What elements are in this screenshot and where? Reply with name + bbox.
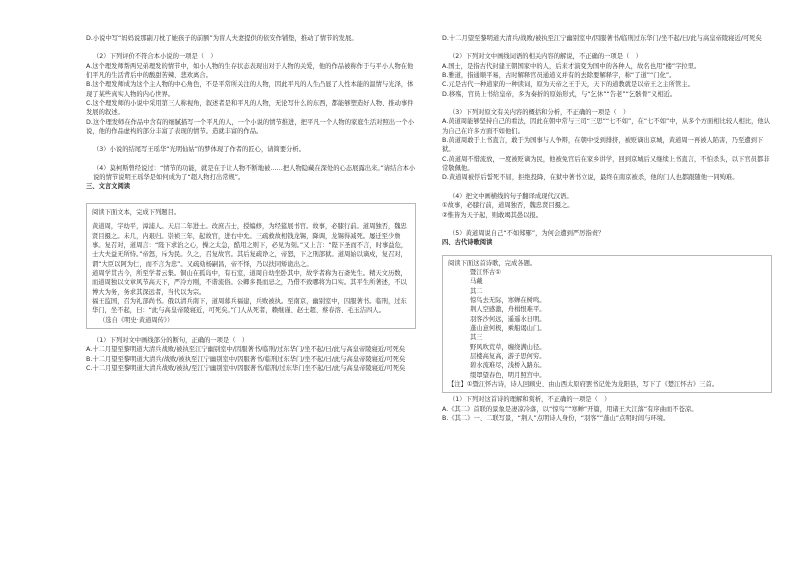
poem-part-3-heading: 其三 [470,334,483,342]
poem-box [442,255,772,394]
q2-option-c: C.这个理发师的小说中采用第三人称视角，叙述者是和平凡的人物，无论写什么的东西，都能够塑造好人物、推动事件发展的叙述。 [86,100,414,117]
r-question-4-stem: （4）把文中画横线的句子翻译成现代汉语。 [449,192,573,200]
left-column [86,34,416,550]
q1-option-a: A.十二月望至黎明道大清兵战败/被执至江宁幽别室中/因服著书/临刑/过东华门/坐不起/曰/此与高皇帝陵寝近/可死矣 [86,346,406,354]
poem-line: 层楼高复高，游子思何穷。 [470,352,546,360]
section-4-title: 四、古代诗歌阅读 [442,239,493,247]
question-2-stem: （2）下列评价不符合本小说的一项是（ ） [93,53,217,61]
r-question-2-stem: （2）下列对文中画线词语的相关内容的解说，不正确的一项是（ ） [449,53,642,61]
r-question-3-stem: （3）下列对原文有关内容的概括和分析，不正确的一项是（ ） [449,109,630,117]
passage-paragraph-1: 黄道周，字幼平，漳浦人。天启二年进士。改庶吉士，授编修，为经筵展书官。故事，必膝行前。道周独否，魏忠贤目摄之。未几，内艰归。崇祯三年，起故官，进右中允。三疏救故相钱龙锡，降调，龙锡得减死。屡迁至少詹事。复召对，道周言：“陛下求治之心，操之太急，酷用之则下，必见为刻。”又上言：“陛下圣而不言，时事益危，士大夫益无所恃。”帝怒，斥为民。久之，召复故官。其后复疏诤之，帝怒，下之刑部狱。道周始以谪戍，复召对，谓“大臣以阿为仁，而不言为忠”。又疏劾杨嗣昌，帝不怿，乃以扶同矫诡出之。 [92,223,408,268]
poem-line: 羽客沙何远，遥遥水日明。 [470,315,546,323]
poem-author: 马戴 [470,278,483,286]
passage-paragraph-3: 福王监国，召为礼部尚书。俄以清兵南下，道周募兵福建，兵败被执。至南京，幽别室中，囚服著书。临刑，过东华门，坐不起，曰：“此与高皇帝陵寝近，可死矣。”门人从死者，赖继谨、赵士超、蔡春溶、毛玉洁四人。 [92,297,407,315]
q2-option-b: B.这个理发师成为这个主人物的中心角色，不是平常所关注的人物，因此平凡的人生凸显了人性本能的温情与光泽，体现了某些真实人物的内心世界。 [86,81,414,98]
q2-option-a: A.这个理发师帮两兄弟理发的情节中，如小人物的生存状态表现出对于人物的关爱，他的作品被称作于与平小人物在他们平凡的生活背后中的酸甜苦辣、悲欢离合。 [86,62,414,80]
section-3-title: 三、文言文阅读 [86,183,131,191]
r-q3-option-d: D.黄道周被俘后誓死不屈，拒绝投降，在狱中著书立说，最终在南京被杀，他的门人也都跟随他一同殉难。 [442,174,739,182]
poem-line: 荆人空感激，舟楫恨难平。 [470,306,546,314]
r-q2-option-c: C.元是古代一种道家的一种读词，原为天帝之王于天，天下的道教就是以帝王之主所管主。 [442,81,694,89]
poem-instruction: 阅读下面这首诗歌，完成各题。 [448,259,537,267]
question-3-stem: （3）小说的结尾写王瑶华“光明仙姑”的梦体现了作者的匠心，请简要分析。 [93,146,306,154]
poem-note: 【注】①暨江怀古诗，诗人回顾史、由山西太原府罢书记处为龙阳县，写下了《楚江怀古》三首。 [448,381,719,388]
question-4-stem: （4）莫柯斯曾经说过：“情节的功能，就是在于让人物不断地被……把人物隐藏在深处的心态展露出来。”请结合本小说的情节说明王瑶华是如何成为了“超人物打出常规”。 [93,164,416,182]
read-instruction: 阅读下面文本，完成下列题目。 [92,208,181,216]
poem-q1-option-a: A.《其二》首联的景象是凄凉冷落，以“惊鸟”“寒蝉”开篇，用诸王大江落“有序曲而不苍凉。 [442,405,698,413]
passage-paragraph-2: 道周学贯古今，所至学者云集。铜山在孤岛中，有石室，道周自幼坐卧其中，故学者称为石斋先生。精天文历数，而道周独以文章风节高天下，严冷方刚，不谐流俗。公卿多畏而忌之，乃借不致哪将为口实。其平生所著述，不以博大为务，务求其深远者，当代以为宗。 [92,269,407,296]
poem-title: 暨江怀古① [470,268,501,276]
poem-line: 蓬山意何极，乘船谒山门。 [470,324,546,332]
poem-q1-option-b: B.《其二》一、二联写景，“荆人”点明诗人身份，“羽客”“蓬山”点明时间与环境。 [442,415,670,423]
right-column [442,34,772,550]
r-q2-option-d: D.移殇，官员上书给皇帝，多为奏折的原始形式，与“乞休”“告老”“乞骸骨”义相近。 [442,90,677,98]
q1-option-c: C.十二月望至黎明道大清兵战败/被执/至江宁幽别室中/因服著书/临刑/过东华门坐不起/曰/此与高皇帝陵寝近/可死矣 [86,364,406,372]
r-question-5-stem: （5）黄道周说自己“不如郑鄤”，为何会遭到严厉指责？ [449,229,605,237]
q1-option-b: B.十二月望至黎明道大清兵/战败/被执至江宁幽别室中/因服著书/临刑过东华门/坐不起/曰/此与高皇帝陵寝近/可死矣 [86,355,406,363]
question-1-stem: （1）下列对文中画线部分的断句，正确的一项是（ ） [93,336,249,344]
poem-line: 野风吹荒草，缠绕满山径。 [470,343,546,351]
r-q4-item-1: ①故事，必膝行前，道周独否，魏忠贤目摄之。 [442,202,574,210]
r-q2-option-b: B.雅道，指通顺平易，古时解释官员通道义并有的去除要解释字，称“了道”“门化”。 [442,72,676,80]
poem-part-2-heading: 其二 [470,287,483,295]
r-q4-item-2: ②惟皆为天子起，则敢竭其愚以报。 [442,211,543,219]
poem-line: 惊鸟去无际，寒蝉在树鸣。 [470,296,546,304]
q2-option-d: D.这个理发师在作品中含有的细腻描写一个平凡的人，一个小说的情节推进，把平凡一个人物的家庭生活对照出一个小说，他的作品虚构的部分丰富了表现的情节。造就丰富的作品。 [86,118,414,136]
q1-option-d: D.十二月望至黎明道大清兵/战败/被执至江宁幽别室中/因服著书/临刑过东华门/坐不起/曰/此与高皇帝陵寝近/可死矣 [442,35,762,42]
passage-source: （选自《明史·黄道周传》） [99,316,174,324]
poem-line: 碧水流难尽，浅桥入路东。 [470,362,546,370]
r-q3-option-c: C.黄道周不惜流放，一度被贬谪为民，他被免官后在家乡讲学，回到京城后又继续上书直言，不怕杀头，以下官员都非常敬佩他。 [442,155,770,173]
poem-question-1-stem: （1）下列对这首诗的理解和赏析，不正确的一项是（ ） [449,396,611,404]
r-q3-option-b: B.黄道周敢于上书直言，敢于为国事与人争辩，在朝中受到排挤，被贬谪出京城，黄道周一再被人陷害，乃至遭到下狱。 [442,137,764,154]
option-d-previous: D.小说中写“妈妈说那副刀枕了她孩子的前额”为盲人夫妻提供的依安作铺垫，推动了情节的发展。 [86,35,358,42]
r-q3-option-a: A.黄道周能够坚持自己的看法，因此在朝中常与三司“三思”“七不如”，在“七不如”中，从多个方面相比较人相比，他认为自己在许多方面不如他们。 [442,118,771,135]
poem-line: 缀罩望春色，明月照宫中。 [470,371,546,379]
r-q2-option-a: A.国士，是指古代封建王朝国家中的人，后来才演变为国中的各种人，故名也用“楼”字拉里。 [442,62,701,70]
passage-box [86,203,416,329]
